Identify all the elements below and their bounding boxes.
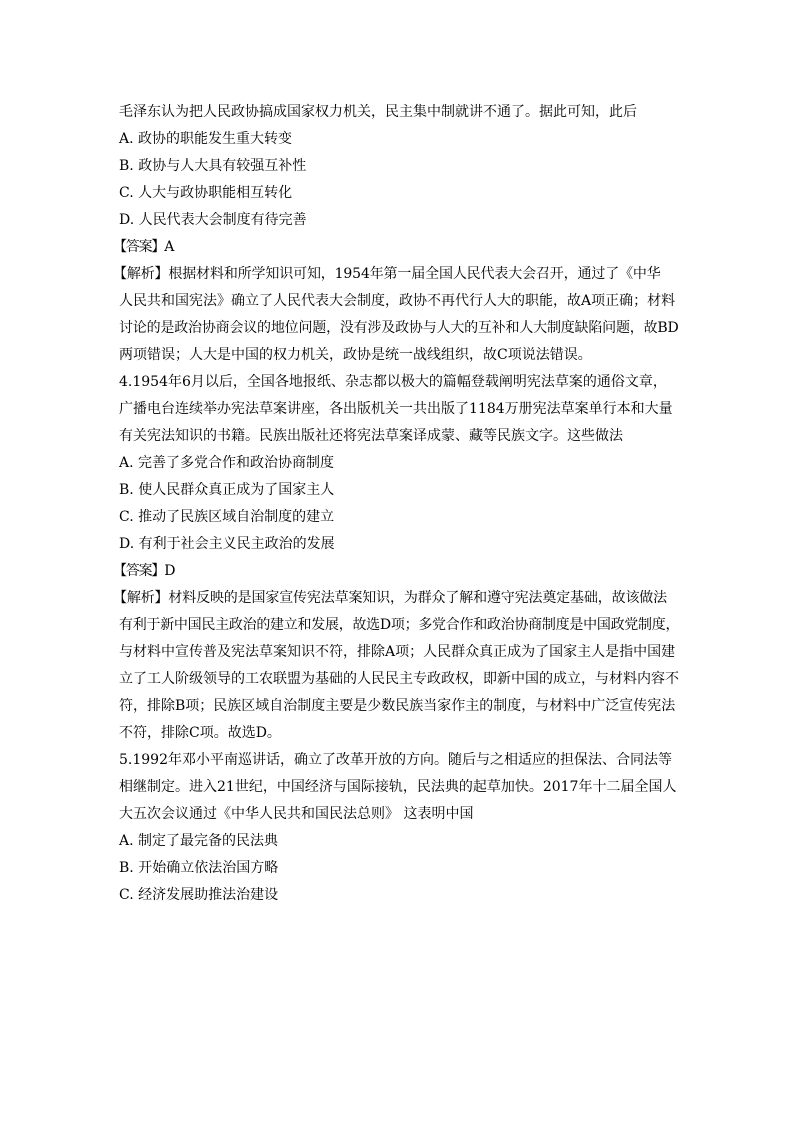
q4-analysis-line-5: 符，排除B项；民族区域自治制度主要是少数民族当家作主的制度，与材料中广泛宣传宪法 xyxy=(119,698,676,714)
q5-option-a: A. 制定了最完备的民法典 xyxy=(119,833,279,849)
q3-option-a: A. 政协的职能发生重大转变 xyxy=(119,131,293,147)
q4-option-a: A. 完善了多党合作和政治协商制度 xyxy=(119,455,335,471)
q4-option-c: C. 推动了民族区域自治制度的建立 xyxy=(119,509,335,525)
q4-option-b: B. 使人民群众真正成为了国家主人 xyxy=(119,482,335,498)
q3-option-c: C. 人大与政协职能相互转化 xyxy=(119,185,293,201)
q5-stem-line-3: 大五次会议通过《中华人民共和国民法总则》 这表明中国 xyxy=(119,806,474,822)
q3-analysis-line-3: 讨论的是政治协商会议的地位问题，没有涉及政协与人大的互补和人大制度缺陷问题，故BD xyxy=(119,320,679,336)
q3-analysis-line-4: 两项错误；人大是中国的权力机关，政协是统一战线组织，故C项说法错误。 xyxy=(119,347,592,363)
q4-option-d: D. 有利于社会主义民主政治的发展 xyxy=(119,536,335,552)
q4-analysis-line-2: 有利于新中国民主政治的建立和发展，故选D项；多党合作和政治协商制度是中国政党制度， xyxy=(119,617,680,633)
q3-option-d: D. 人民代表大会制度有待完善 xyxy=(119,212,307,228)
q4-stem-line-1: 4.1954年6月以后，全国各地报纸、杂志都以极大的篇幅登载阐明宪法草案的通俗文章， xyxy=(119,374,667,390)
q4-analysis-line-1: 【解析】材料反映的是国家宣传宪法草案知识，为群众了解和遵守宪法奠定基础，故该做法 xyxy=(113,590,667,606)
q5-option-b: B. 开始确立依法治国方略 xyxy=(119,860,279,876)
q4-analysis-line-4: 立了工人阶级领导的工农联盟为基础的人民民主专政政权，即新中国的成立，与材料内容不 xyxy=(119,671,679,687)
q3-analysis-line-2: 人民共和国宪法》确立了人民代表大会制度，政协不再代行人大的职能，故A项正确；材料 xyxy=(119,293,676,309)
q3-option-b: B. 政协与人大具有较强互补性 xyxy=(119,158,307,174)
document-page xyxy=(113,99,680,909)
q4-answer: 【答案】D xyxy=(113,563,175,579)
q4-analysis-line-6: 不符，排除C项。故选D。 xyxy=(119,725,281,741)
q5-option-c: C. 经济发展助推法治建设 xyxy=(119,887,279,903)
q3-answer: 【答案】A xyxy=(113,239,174,255)
q5-stem-line-2: 相继制定。进入21世纪，中国经济与国际接轨，民法典的起草加快。2017年十二届全国人 xyxy=(119,779,677,795)
q4-stem-line-3: 有关宪法知识的书籍。民族出版社还将宪法草案译成蒙、藏等民族文字。这些做法 xyxy=(119,428,623,444)
q3-stem-end: 毛泽东认为把人民政协搞成国家权力机关，民主集中制就讲不通了。据此可知，此后 xyxy=(119,104,637,120)
q4-analysis-line-3: 与材料中宣传普及宪法草案知识不符，排除A项；人民群众真正成为了国家主人是指中国建 xyxy=(119,644,676,660)
q5-stem-line-1: 5.1992年邓小平南巡讲话，确立了改革开放的方向。随后与之相适应的担保法、合同法等 xyxy=(119,752,672,768)
q4-stem-line-2: 广播电台连续举办宪法草案讲座，各出版机关一共出版了1184万册宪法草案单行本和大量 xyxy=(119,401,673,417)
q3-analysis-line-1: 【解析】根据材料和所学知识可知，1954年第一届全国人民代表大会召开，通过了《中华 xyxy=(113,266,661,282)
